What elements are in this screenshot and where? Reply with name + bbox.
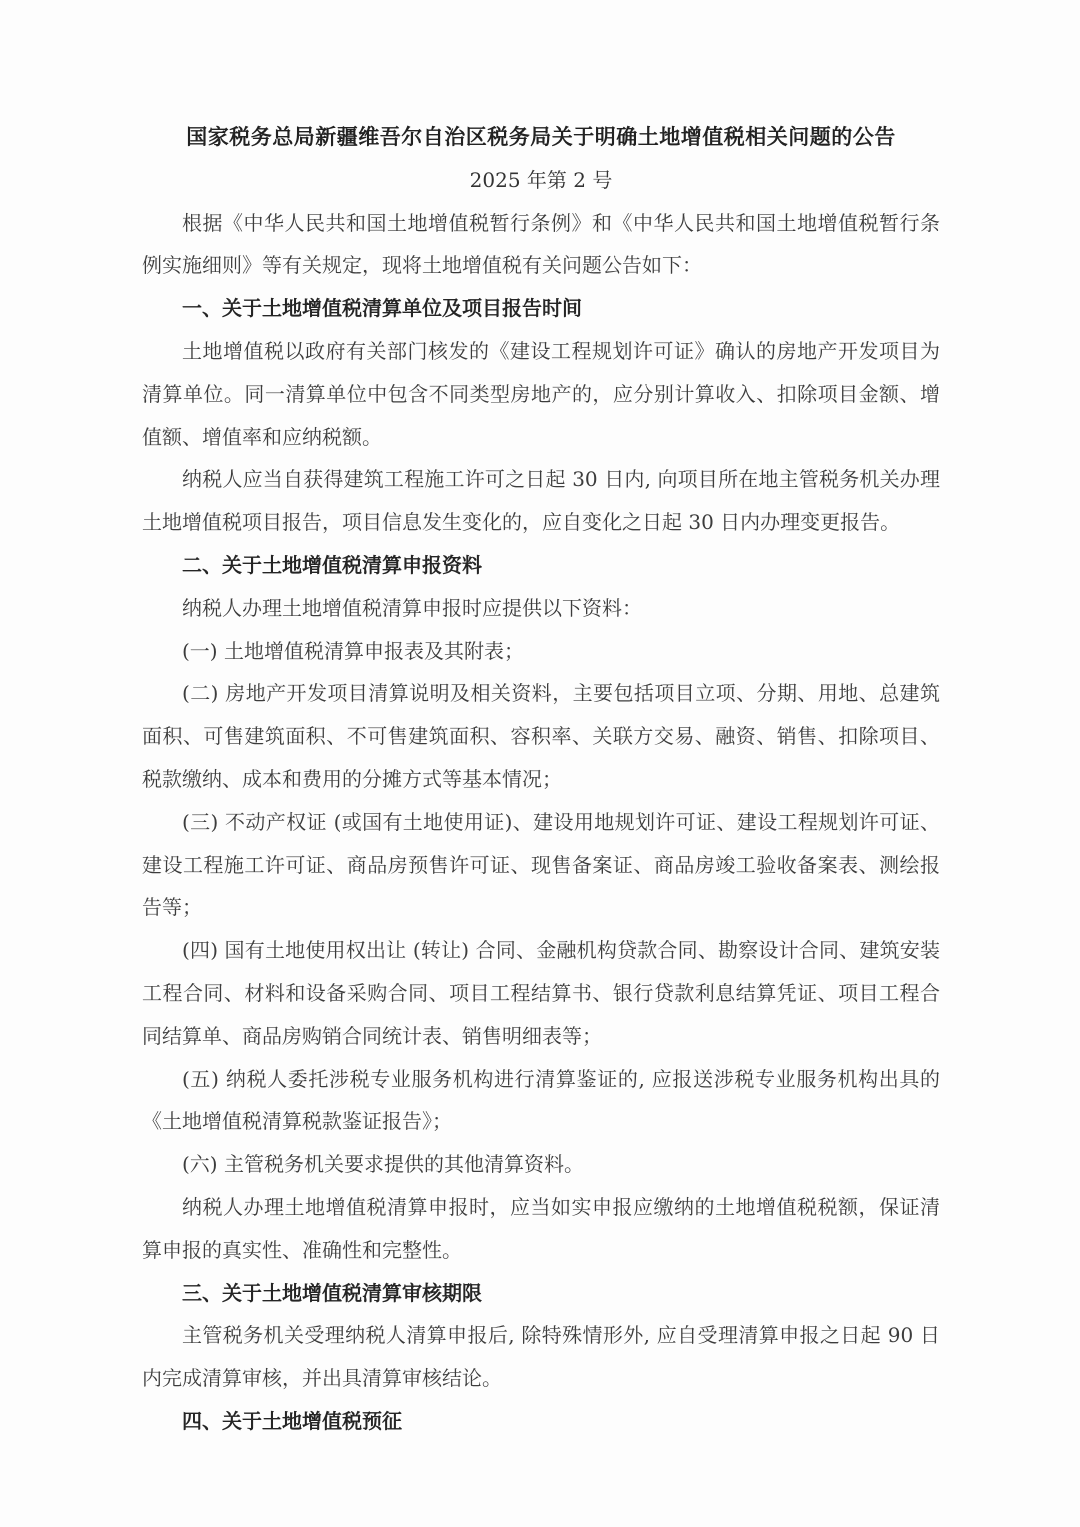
- paragraph: 纳税人应当自获得建筑工程施工许可之日起 30 日内, 向项目所在地主管税务机关办理土地增值税项目报告，项目信息发生变化的，应自变化之日起 30 日内办理变更报告。: [142, 467, 940, 535]
- paragraph: (五) 纳税人委托涉税专业服务机构进行清算鉴证的, 应报送涉税专业服务机构出具的《土地增值税清算税款鉴证报告》；: [142, 1066, 940, 1134]
- paragraph: 土地增值税以政府有关部门核发的《建设工程规划许可证》确认的房地产开发项目为清算单位。同一清算单位中包含不同类型房地产的，应分别计算收入、扣除项目金额、增值额、增值率和应纳税额。: [142, 338, 940, 449]
- paragraph: (三) 不动产权证 (或国有土地使用证)、建设用地规划许可证、建设工程规划许可证、建设工程施工许可证、商品房预售许可证、现售备案证、商品房竣工验收备案表、测绘报告等；: [142, 809, 940, 920]
- section-heading: 四、关于土地增值税预征: [182, 1408, 402, 1433]
- paragraph: 纳税人办理土地增值税清算申报时应提供以下资料：: [182, 595, 642, 620]
- paragraph: 主管税务机关受理纳税人清算申报后, 除特殊情形外, 应自受理清算申报之日起 90 日内完成清算审核，并出具清算审核结论。: [142, 1323, 940, 1391]
- document-title: 国家税务总局新疆维吾尔自治区税务局关于明确土地增值税相关问题的公告: [186, 124, 896, 149]
- section-heading: 二、关于土地增值税清算申报资料: [182, 552, 482, 577]
- paragraph: 纳税人办理土地增值税清算申报时，应当如实申报应缴纳的土地增值税税额，保证清算申报的真实性、准确性和完整性。: [142, 1194, 940, 1262]
- document-body: [142, 202, 940, 1443]
- paragraph: 根据《中华人民共和国土地增值税暂行条例》和《中华人民共和国土地增值税暂行条例实施细则》等有关规定，现将土地增值税有关问题公告如下：: [142, 210, 940, 278]
- paragraph: (一) 土地增值税清算申报表及其附表；: [182, 638, 524, 663]
- document-number: 2025 年第 2 号: [469, 167, 613, 192]
- section-heading: 一、关于土地增值税清算单位及项目报告时间: [182, 296, 582, 321]
- paragraph: (六) 主管税务机关要求提供的其他清算资料。: [182, 1152, 584, 1177]
- paragraph: (二) 房地产开发项目清算说明及相关资料，主要包括项目立项、分期、用地、总建筑面积、可售建筑面积、不可售建筑面积、容积率、关联方交易、融资、销售、扣除项目、税款缴纳、成本和费用的分摊方式等基本情况；: [142, 681, 940, 791]
- paragraph: (四) 国有土地使用权出让 (转让) 合同、金融机构贷款合同、勘察设计合同、建筑安装工程合同、材料和设备采购合同、项目工程结算书、银行贷款利息结算凭证、项目工程合同结算单、商品房购销合同统计表、销售明细表等；: [142, 938, 940, 1048]
- section-heading: 三、关于土地增值税清算审核期限: [182, 1280, 482, 1305]
